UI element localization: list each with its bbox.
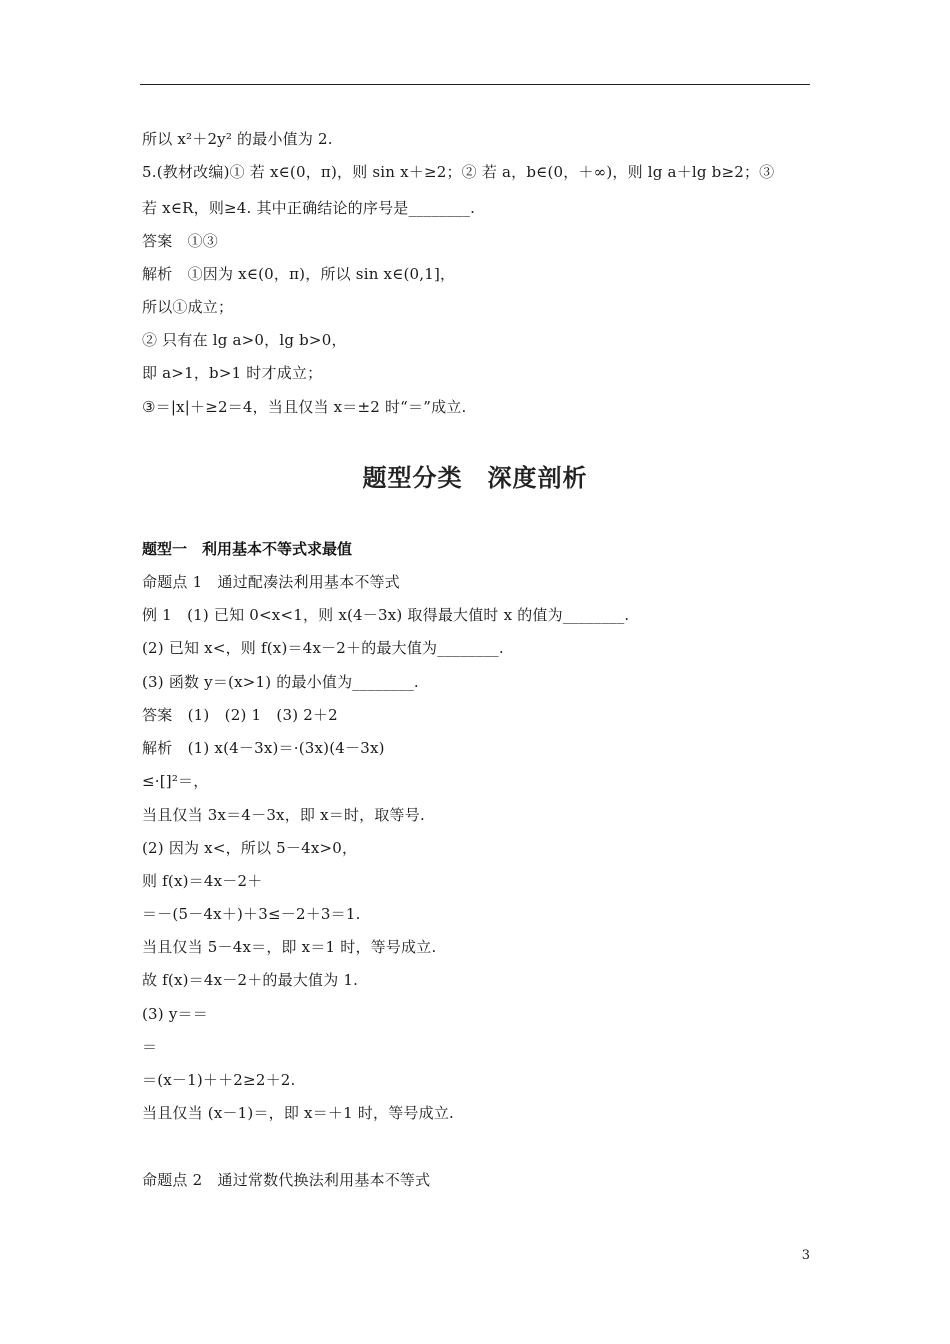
page-number: 3 bbox=[801, 1248, 810, 1263]
text-line: 故 f(x)＝4x－2＋的最大值为 1. bbox=[142, 971, 359, 989]
text-line: ≤·[]²＝， bbox=[142, 772, 209, 790]
text-line: (2) 已知 x<，则 f(x)＝4x－2＋的最大值为________. bbox=[142, 639, 504, 657]
text-line: (3) 函数 y＝(x>1) 的最小值为________. bbox=[142, 673, 419, 691]
text-line: 5.(教材改编)① 若 x∈(0，π)，则 sin x＋≥2；② 若 a，b∈(0，＋∞)，则 lg a＋lg b≥2；③ bbox=[142, 163, 775, 181]
section-title: 题型分类 深度剖析 bbox=[362, 464, 588, 492]
header-rule bbox=[140, 84, 810, 85]
text-line: 解析 (1) x(4－3x)＝·(3x)(4－3x) bbox=[142, 739, 385, 757]
text-line: (3) y＝＝ bbox=[142, 1005, 208, 1023]
text-line: ② 只有在 lg a>0，lg b>0， bbox=[142, 331, 347, 349]
text-line: 命题点 2 通过常数代换法利用基本不等式 bbox=[142, 1171, 431, 1189]
text-line: ③＝|x|＋≥2＝4，当且仅当 x＝±2 时“＝”成立. bbox=[142, 398, 467, 416]
text-line: 则 f(x)＝4x－2＋ bbox=[142, 872, 263, 890]
text-line: 例 1 (1) 已知 0<x<1，则 x(4－3x) 取得最大值时 x 的值为________. bbox=[142, 606, 630, 624]
text-line: 所以①成立； bbox=[142, 298, 234, 316]
text-line: 命题点 1 通过配凑法利用基本不等式 bbox=[142, 573, 400, 591]
text-line: ＝(x－1)＋＋2≥2＋2. bbox=[142, 1071, 296, 1089]
text-line: 当且仅当 3x＝4－3x，即 x＝时，取等号. bbox=[142, 806, 425, 824]
text-line: 解析 ①因为 x∈(0，π)，所以 sin x∈(0,1]， bbox=[142, 265, 456, 283]
text-line: 即 a>1，b>1 时才成立； bbox=[142, 364, 323, 382]
text-line: (2) 因为 x<，所以 5－4x>0， bbox=[142, 839, 358, 857]
answer-line: 答案 ①③ bbox=[142, 232, 219, 250]
text-line: 当且仅当 (x－1)＝，即 x＝＋1 时，等号成立. bbox=[142, 1104, 454, 1122]
text-line: 若 x∈R，则≥4. 其中正确结论的序号是________. bbox=[142, 199, 476, 217]
text-line: ＝－(5－4x＋)＋3≤－2＋3＝1. bbox=[142, 905, 361, 923]
text-line: 当且仅当 5－4x＝，即 x＝1 时，等号成立. bbox=[142, 938, 437, 956]
answer-line: 答案 (1) (2) 1 (3) 2＋2 bbox=[142, 706, 338, 724]
text-line: 所以 x²＋2y² 的最小值为 2. bbox=[142, 130, 333, 148]
text-line: ＝ bbox=[142, 1038, 158, 1056]
subsection-title: 题型一 利用基本不等式求最值 bbox=[142, 540, 353, 558]
